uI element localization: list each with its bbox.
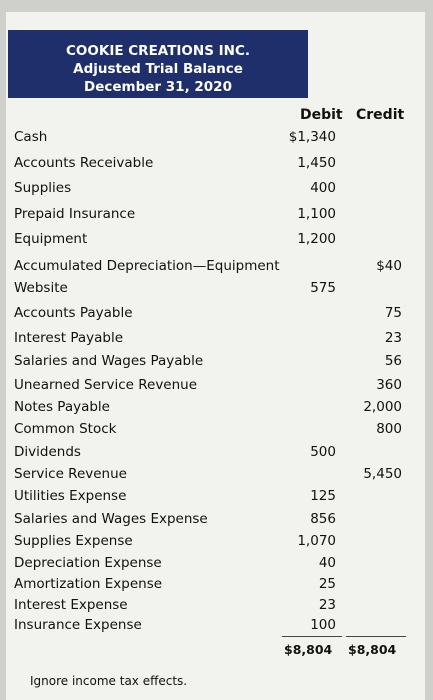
account-debit: 100: [310, 617, 336, 633]
account-debit: 400: [310, 180, 336, 196]
debit-total-rule: [282, 636, 342, 637]
account-name: Depreciation Expense: [14, 555, 162, 571]
account-row: [0, 421, 420, 441]
account-name: Cash: [14, 129, 48, 145]
account-credit: 5,450: [363, 466, 402, 482]
account-row: [0, 353, 420, 373]
account-name: Supplies: [14, 180, 72, 196]
credit-total: $8,804: [348, 642, 397, 657]
account-name: Common Stock: [14, 421, 117, 437]
credit-total-rule: [346, 636, 406, 637]
statement-date: December 31, 2020: [84, 79, 232, 95]
account-debit: 575: [310, 280, 336, 296]
account-credit: 2,000: [363, 399, 402, 415]
debit-total: $8,804: [284, 642, 333, 657]
credit-column-header: Credit: [356, 107, 405, 123]
account-debit: 23: [318, 597, 336, 613]
company-name: COOKIE CREATIONS INC.: [66, 43, 250, 59]
account-name: Notes Payable: [14, 399, 110, 415]
account-row: [0, 155, 420, 175]
account-name: Unearned Service Revenue: [14, 377, 198, 393]
account-row: [0, 231, 420, 251]
account-debit: 40: [318, 555, 336, 571]
account-row: [0, 206, 420, 226]
account-row: [0, 305, 420, 325]
account-row: [0, 555, 420, 575]
account-debit: 1,070: [297, 533, 336, 549]
account-row: [0, 617, 420, 637]
account-credit: 360: [376, 377, 402, 393]
account-name: Website: [14, 280, 68, 296]
account-row: [0, 511, 420, 531]
account-name: Interest Expense: [14, 597, 128, 613]
account-name: Salaries and Wages Payable: [14, 353, 204, 369]
account-name: Equipment: [14, 231, 88, 247]
account-name: Amortization Expense: [14, 576, 163, 592]
account-name: Service Revenue: [14, 466, 127, 482]
account-name: Accounts Payable: [14, 305, 133, 321]
account-row: [0, 533, 420, 553]
account-row: [0, 280, 420, 300]
account-row: [0, 576, 420, 596]
account-name: Insurance Expense: [14, 617, 142, 633]
account-row: [0, 377, 420, 397]
statement-header: [8, 30, 308, 98]
debit-column-header: Debit: [300, 107, 343, 123]
account-name: Prepaid Insurance: [14, 206, 136, 222]
account-name: Accounts Receivable: [14, 155, 154, 171]
account-row: [0, 180, 420, 200]
account-row: [0, 330, 420, 350]
account-debit: 1,100: [297, 206, 336, 222]
account-debit: $1,340: [288, 129, 336, 145]
account-name: Salaries and Wages Expense: [14, 511, 208, 527]
account-credit: $40: [376, 258, 402, 274]
account-name: Accumulated Depreciation—Equipment: [14, 258, 280, 274]
account-credit: 75: [384, 305, 402, 321]
account-credit: 800: [376, 421, 402, 437]
account-row: [0, 399, 420, 419]
account-debit: 1,200: [297, 231, 336, 247]
account-credit: 56: [384, 353, 402, 369]
account-credit: 23: [384, 330, 402, 346]
account-row: [0, 129, 420, 149]
account-debit: 1,450: [297, 155, 336, 171]
account-name: Utilities Expense: [14, 488, 127, 504]
account-debit: 25: [318, 576, 336, 592]
account-row: [0, 466, 420, 486]
account-debit: 125: [310, 488, 336, 504]
account-debit: 856: [310, 511, 336, 527]
account-row: [0, 258, 420, 278]
account-row: [0, 444, 420, 464]
footnote: Ignore income tax effects.: [30, 674, 188, 688]
account-name: Interest Payable: [14, 330, 124, 346]
account-name: Supplies Expense: [14, 533, 133, 549]
statement-title: Adjusted Trial Balance: [73, 61, 243, 77]
account-debit: 500: [310, 444, 336, 460]
account-row: [0, 597, 420, 617]
account-row: [0, 488, 420, 508]
account-name: Dividends: [14, 444, 81, 460]
